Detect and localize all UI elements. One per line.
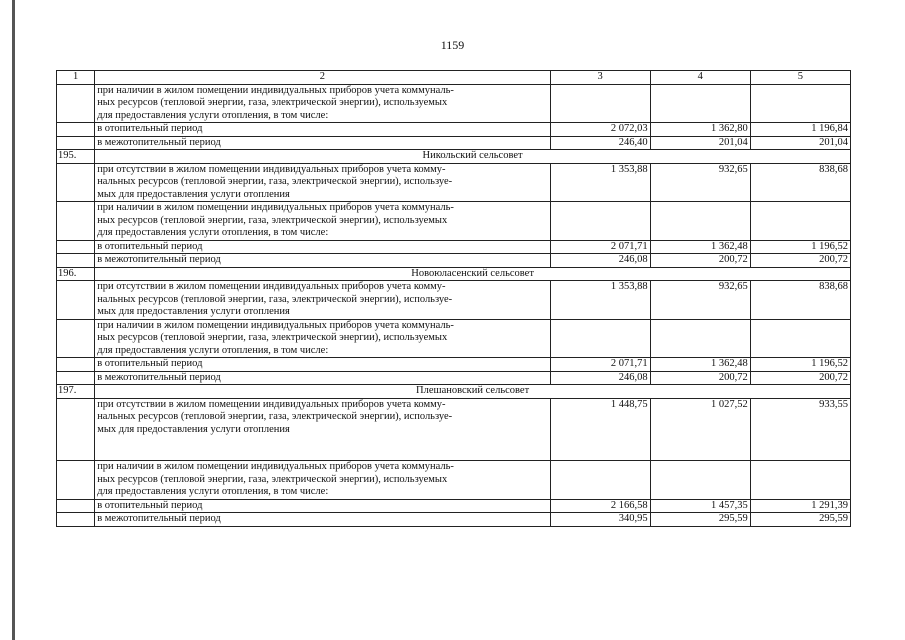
value-col-4: 1 362,80 [650,123,750,137]
number-cell [57,319,95,358]
period-label: в отопительный период [95,123,550,137]
page-number: 1159 [440,38,465,52]
column-header-3: 3 [550,71,650,85]
value-col-3 [550,461,650,500]
description-line: при наличии в жилом помещении индивидуальных приборов учета коммуналь- [97,319,454,331]
value-col-4: 1 362,48 [650,240,750,254]
description-cell [95,461,550,500]
section-number: 195. [57,150,95,164]
number-cell [57,398,95,461]
period-row [57,499,851,513]
value-col-4 [650,461,750,500]
value-col-5: 295,59 [750,513,850,527]
value-col-3: 2 071,71 [550,358,650,372]
value-col-3: 2 071,71 [550,240,650,254]
value-col-5: 1 196,52 [750,358,850,372]
value-col-5: 838,68 [750,281,850,320]
section-title: Никольский сельсовет [95,150,851,164]
period-row [57,254,851,268]
value-col-3 [550,202,650,241]
period-row [57,371,851,385]
number-cell [57,240,95,254]
value-col-3: 246,08 [550,254,650,268]
column-header-4: 4 [650,71,750,85]
section-row [57,267,851,281]
value-col-5 [750,461,850,500]
description-cell [95,163,550,202]
period-label: в межотопительный период [95,136,550,150]
number-cell [57,358,95,372]
description-line: при отсутствии в жилом помещении индивидуальных приборов учета комму- [97,398,446,410]
value-col-3: 1 448,75 [550,398,650,461]
blank-space [97,436,547,460]
description-line: мых для предоставления услуги отопления [97,423,290,435]
value-col-5: 838,68 [750,163,850,202]
tariff-table-body [57,71,851,527]
period-label: в отопительный период [95,358,550,372]
description-line: ных ресурсов (тепловой энергии, газа, электрической энергии), используемых [97,214,448,226]
page-edge-rule [12,0,15,640]
description-row [57,319,851,358]
value-col-5: 1 196,84 [750,123,850,137]
period-label: в межотопительный период [95,513,550,527]
description-cell [95,319,550,358]
description-cell [95,84,550,123]
value-col-5 [750,319,850,358]
value-col-3: 2 166,58 [550,499,650,513]
value-col-4: 295,59 [650,513,750,527]
section-row [57,385,851,399]
description-row [57,163,851,202]
section-title: Плешановский сельсовет [95,385,851,399]
number-cell [57,254,95,268]
period-label: в отопительный период [95,499,550,513]
column-header-1: 1 [57,71,95,85]
value-col-4 [650,84,750,123]
value-col-3: 246,08 [550,371,650,385]
number-cell [57,499,95,513]
period-row [57,123,851,137]
description-line: нальных ресурсов (тепловой энергии, газа, электрической энергии), используе- [97,293,453,305]
value-col-5: 1 196,52 [750,240,850,254]
period-label: в межотопительный период [95,254,550,268]
section-number: 197. [57,385,95,399]
value-col-4: 932,65 [650,281,750,320]
description-line: мых для предоставления услуги отопления [97,188,290,200]
description-line: для предоставления услуги отопления, в том числе: [97,344,329,356]
description-line: для предоставления услуги отопления, в том числе: [97,486,329,497]
period-row [57,136,851,150]
description-cell [95,202,550,241]
description-line: для предоставления услуги отопления, в том числе: [97,109,329,121]
period-label: в межотопительный период [95,371,550,385]
column-header-row [57,71,851,85]
number-cell [57,136,95,150]
description-line: ных ресурсов (тепловой энергии, газа, электрической энергии), используемых [97,332,448,343]
description-line: при наличии в жилом помещении индивидуальных приборов учета коммуналь- [97,84,454,96]
description-cell [95,281,550,320]
description-line: ных ресурсов (тепловой энергии, газа, электрической энергии), используемых [97,473,448,485]
description-line: при отсутствии в жилом помещении индивидуальных приборов учета комму- [97,281,446,292]
value-col-4: 1 457,35 [650,499,750,513]
number-cell [57,371,95,385]
value-col-3 [550,319,650,358]
number-cell [57,461,95,500]
value-col-4 [650,202,750,241]
description-row [57,281,851,320]
period-label: в отопительный период [95,240,550,254]
section-row [57,150,851,164]
period-row [57,358,851,372]
value-col-4: 201,04 [650,136,750,150]
description-line: при наличии в жилом помещении индивидуальных приборов учета коммуналь- [97,202,454,213]
value-col-3: 246,40 [550,136,650,150]
value-col-3 [550,84,650,123]
column-header-2: 2 [95,71,550,85]
value-col-3: 2 072,03 [550,123,650,137]
number-cell [57,513,95,527]
section-number: 196. [57,267,95,281]
value-col-5: 933,55 [750,398,850,461]
description-line: для предоставления услуги отопления, в том числе: [97,227,329,238]
value-col-5: 201,04 [750,136,850,150]
value-col-4: 200,72 [650,254,750,268]
section-title: Новоюласенский сельсовет [95,267,851,281]
description-cell [95,398,550,461]
value-col-5 [750,202,850,241]
value-col-3: 1 353,88 [550,163,650,202]
number-cell [57,202,95,241]
value-col-4: 1 362,48 [650,358,750,372]
description-line: ных ресурсов (тепловой энергии, газа, электрической энергии), используемых [97,97,448,108]
value-col-5: 200,72 [750,371,850,385]
column-header-5: 5 [750,71,850,85]
value-col-4: 1 027,52 [650,398,750,461]
value-col-5: 200,72 [750,254,850,268]
value-col-5: 1 291,39 [750,499,850,513]
description-row [57,202,851,241]
description-line: нальных ресурсов (тепловой энергии, газа, электрической энергии), используе- [97,411,453,422]
value-col-4: 200,72 [650,371,750,385]
number-cell [57,163,95,202]
value-col-4 [650,319,750,358]
description-row [57,461,851,500]
number-cell [57,281,95,320]
value-col-3: 1 353,88 [550,281,650,320]
value-col-4: 932,65 [650,163,750,202]
description-row [57,398,851,461]
tariff-table [56,70,851,527]
description-row [57,84,851,123]
number-cell [57,123,95,137]
description-line: мых для предоставления услуги отопления [97,306,290,317]
description-line: нальных ресурсов (тепловой энергии, газа, электрической энергии), используе- [97,176,453,187]
value-col-3: 340,95 [550,513,650,527]
description-line: при отсутствии в жилом помещении индивидуальных приборов учета комму- [97,163,446,175]
value-col-5 [750,84,850,123]
period-row [57,240,851,254]
number-cell [57,84,95,123]
period-row [57,513,851,527]
description-line: при наличии в жилом помещении индивидуальных приборов учета коммуналь- [97,461,454,472]
